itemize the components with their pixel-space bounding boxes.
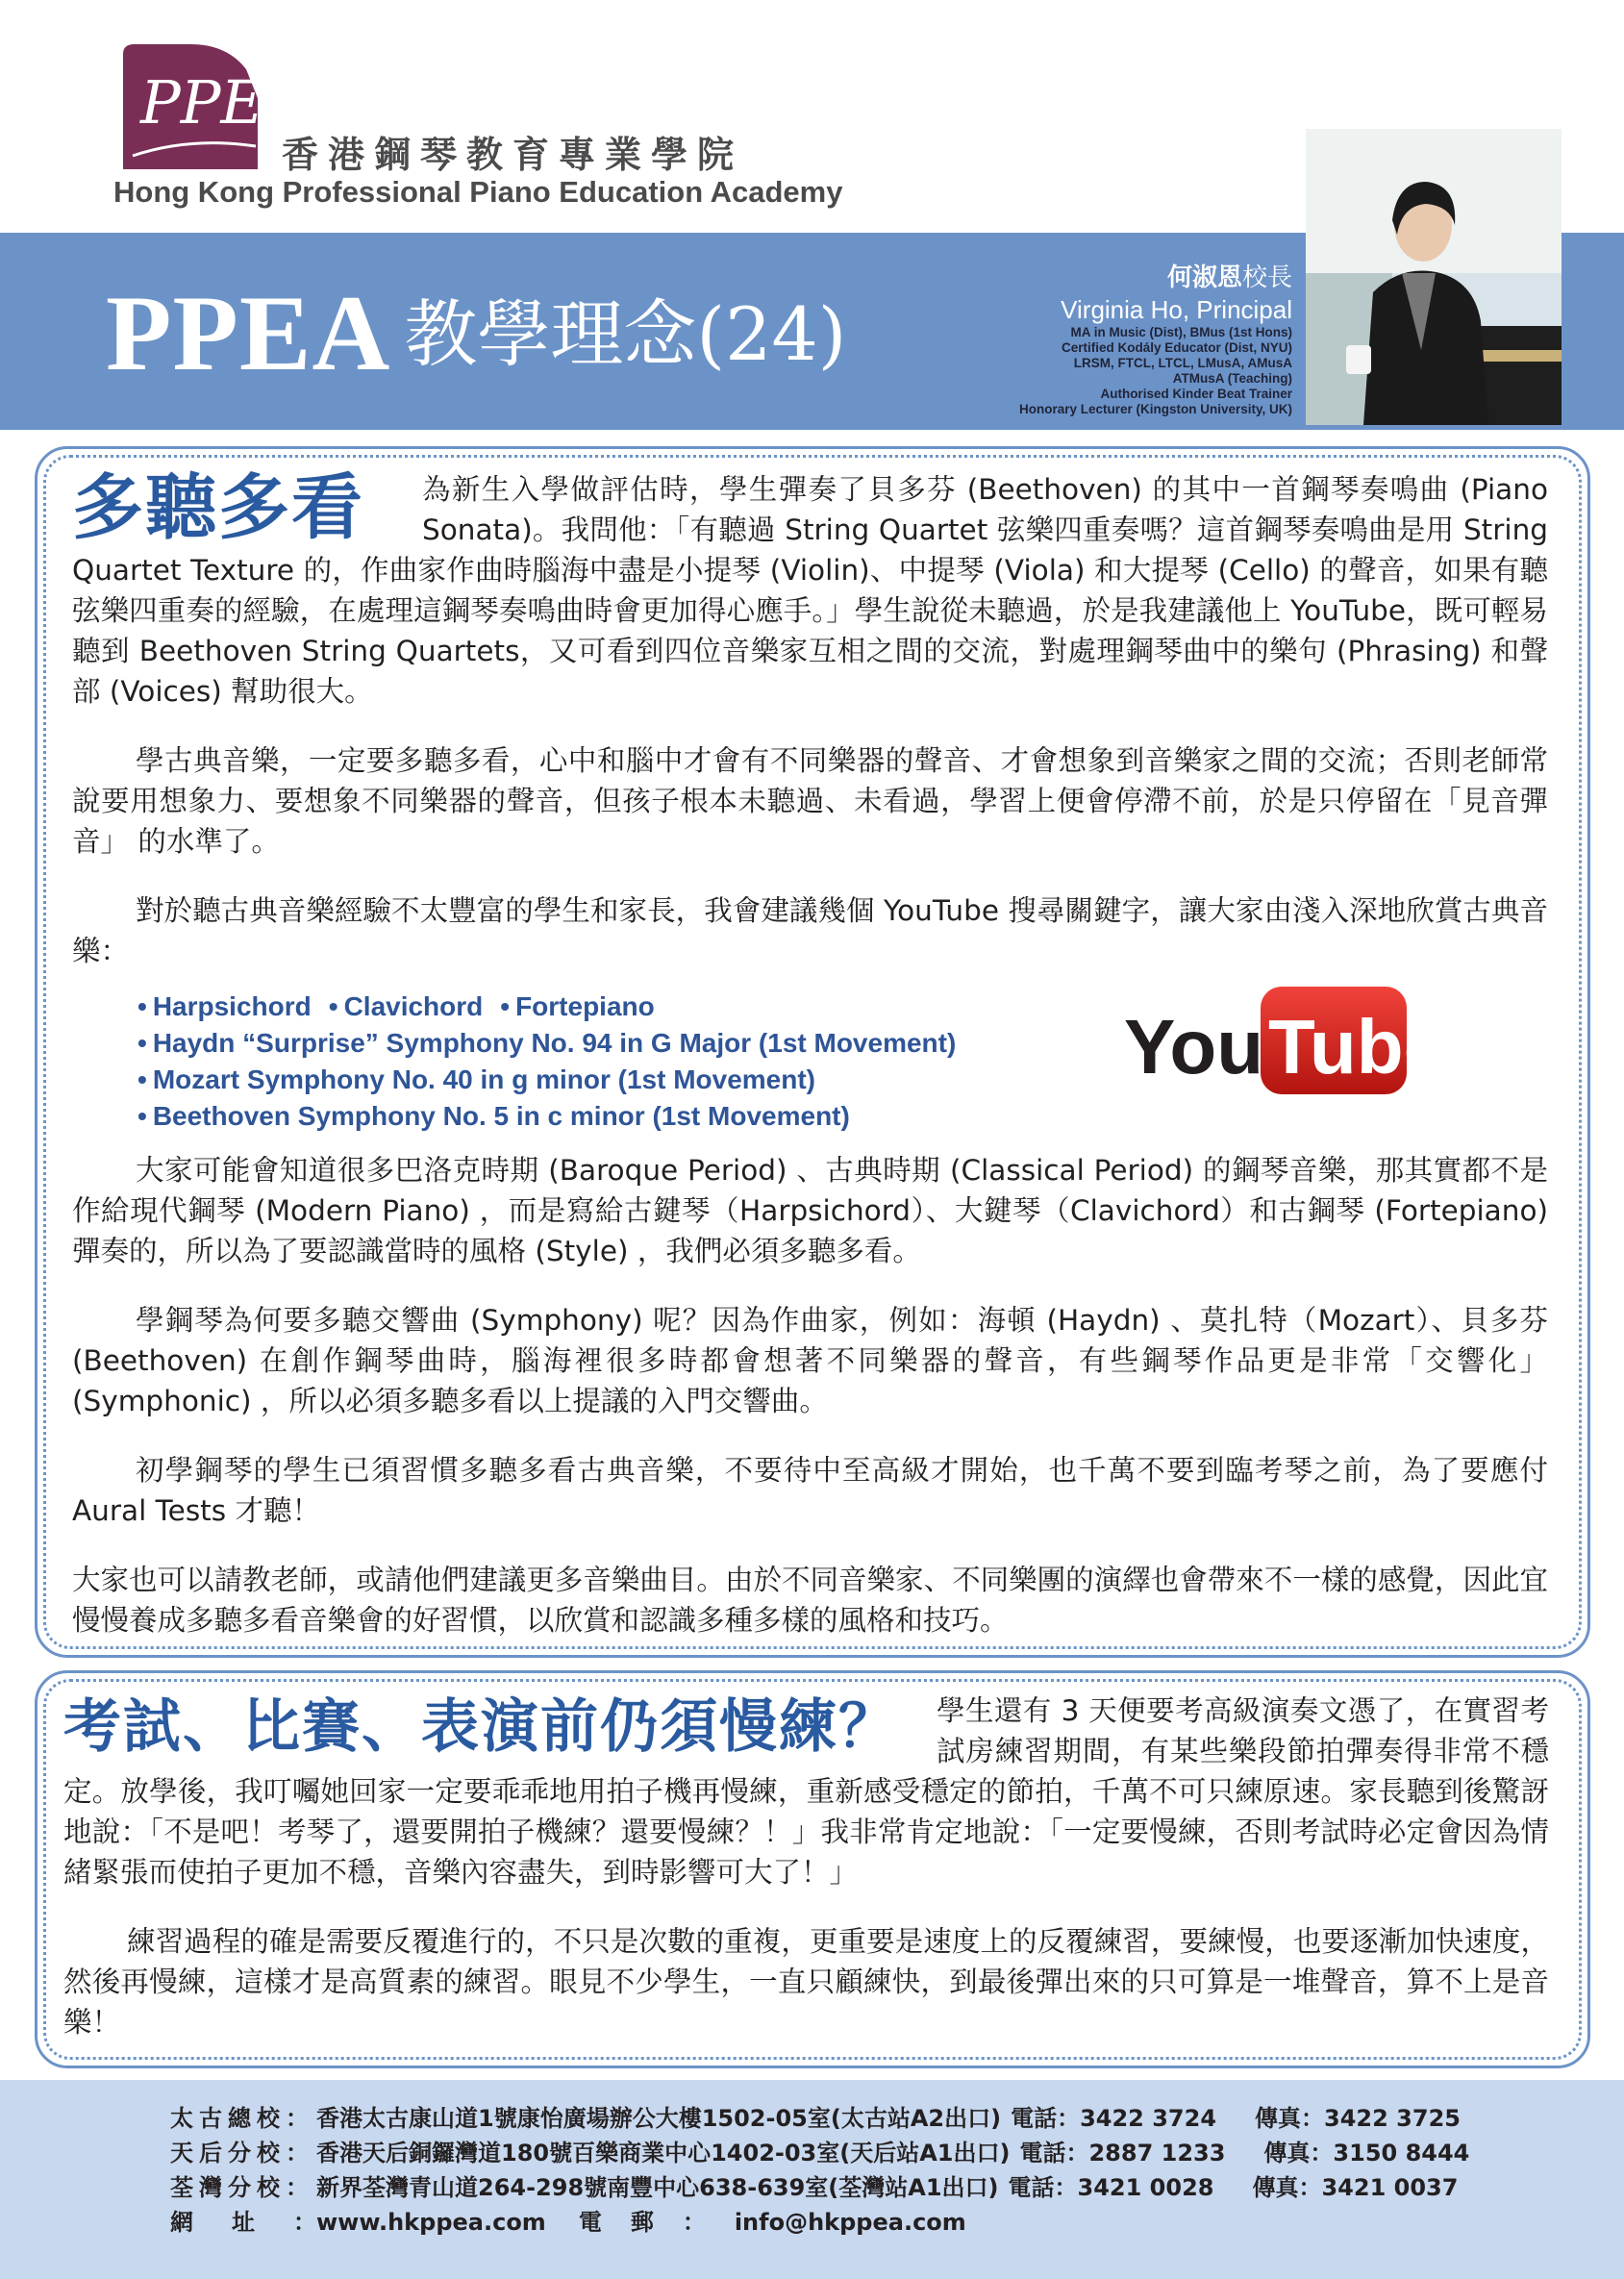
article-slow-practice (63, 1690, 1549, 2071)
logo-letters: PPEA (140, 67, 308, 138)
keyword-item: • Mozart Symphony No. 40 in g minor (1st Movement) (137, 1064, 815, 1094)
principal-credential: Authorised Kinder Beat Trainer (1100, 387, 1292, 401)
principal-credential: LRSM, FTCL, LTCL, LMusA, AMusA (1073, 356, 1292, 370)
paragraph: 為新生入學做評估時，學生彈奏了貝多芬 (Beethoven) 的其中一首鋼琴奏鳴曲 (Piano Sonata)。我問他：「有聽過 String Quartet 弦樂四重奏嗎？這首鋼琴奏鳴曲是用 String Quartet Texture 的，作曲家作曲時腦海中盡是小提琴 (Violin)、中提琴 (Viola) 和大提琴 (Cello) 的聲音，如果有聽弦樂四重奏的經驗，在處理這鋼琴奏鳴曲時會更加得心應手。」學生說從未聽過，於是我建議他上 YouTube，既可輕易聽到 Beethoven String Quartets，又可看到四位音樂家互相之間的交流，對處理鋼琴曲中的樂句 (Phrasing) 和聲部 (Voices) 幫助很大。 (72, 473, 1548, 708)
paragraph: 學古典音樂，一定要多聽多看，心中和腦中才會有不同樂器的聲音、才會想象到音樂家之間的交流；否則老師常說要用想象力、要想象不同樂器的聲音，但孩子根本未聽過、未看過，學習上便會停滯不前，於是只停留在「見音彈音」 的水準了。 (72, 744, 1548, 858)
email-label: 電郵： (578, 2209, 735, 2236)
keyword-item: • Beethoven Symphony No. 5 in c minor (1st Movement) (137, 1101, 850, 1131)
website-link[interactable]: www.hkppea.com (316, 2209, 546, 2236)
paragraph: 大家也可以請教老師，或請他們建議更多音樂曲目。由於不同音樂家、不同樂團的演繹也會帶來不一樣的感覺，因此宜慢慢養成多聽多看音樂會的好習慣，以欣賞和認識多種多樣的風格和技巧。 (72, 1564, 1548, 1637)
principal-credential: Certified Kodály Educator (Dist, NYU) (1061, 340, 1292, 355)
branch-row: 荃灣分校：新界荃灣青山道264-298號南豐中心638-639室(荃灣站A1出口) 電話：3421 0028 傳真：3421 0037 (170, 2174, 1459, 2201)
paragraph: 練習過程的確是需要反覆進行的，不只是次數的重複，更重要是速度上的反覆練習，要練慢，也要逐漸加快速度，然後再慢練，這樣才是高質素的練習。眼見不少學生，一直只顧練快，到最後彈出來的只可算是一堆聲音，算不上是音樂！ (63, 1925, 1549, 2039)
article-heading: 考試、比賽、表演前仍須慢練？ (63, 1693, 898, 1761)
academy-name-en: Hong Kong Professional Piano Education Academy (113, 175, 843, 209)
ppea-logo (113, 40, 308, 179)
paragraph: 初學鋼琴的學生已須習慣多聽多看古典音樂，不要待中至高級才開始，也千萬不要到臨考琴之前，為了要應付 Aural Tests 才聽！ (72, 1454, 1548, 1527)
academy-name-cn: 香港鋼琴教育專業學院 (282, 134, 744, 176)
principal-info (1019, 258, 1292, 417)
website-label: 網址： (170, 2209, 355, 2236)
web-mail-row (170, 2203, 966, 2237)
branch-row: 天后分校：香港天后銅鑼灣道180號百樂商業中心1402-03室(天后站A1出口) 電話：2887 1233 傳真：3150 8444 (170, 2140, 1470, 2166)
youtube-you: You (1124, 1004, 1264, 1089)
page-title (106, 272, 846, 396)
page-title-en: PPEA (106, 274, 391, 393)
paragraph: 學生還有 3 天便要考高級演奏文憑了，在實習考試房練習期間，有某些樂段節拍彈奏得非常不穩定。放學後，我叮囑她回家一定要乖乖地用拍子機再慢練，重新感受穩定的節拍，千萬不可只練原速。家長聽到後驚訝地說：「不是吧！考琴了，還要開拍子機練？還要慢練？！」我非常肯定地說：「一定要慢練，否則考試時必定會因為情緒緊張而使拍子更加不穩，音樂內容盡失，到時影響可大了！」 (63, 1694, 1549, 1889)
keyword-item: • Haydn “Surprise” Symphony No. 94 in G Major (1st Movement) (137, 1028, 957, 1058)
article-heading: 多聽多看 (72, 466, 364, 549)
paragraph: 對於聽古典音樂經驗不太豐富的學生和家長，我會建議幾個 YouTube 搜尋關鍵字，讓大家由淺入深地欣賞古典音樂： (72, 894, 1548, 967)
branch-row: 太古總校：香港太古康山道1號康怡廣場辦公大樓1502-05室(太古站A2出口) 電話：3422 3724 傳真：3422 3725 (170, 2105, 1461, 2132)
principal-credential: Honorary Lecturer (Kingston University, UK) (1018, 402, 1292, 416)
principal-name-en: Virginia Ho, Principal (1061, 295, 1292, 324)
youtube-tube: Tube (1268, 1004, 1447, 1089)
paragraph: 學鋼琴為何要多聽交響曲 (Symphony) 呢？因為作曲家，例如：海頓 (Haydn) 、莫扎特（Mozart）、貝多芬 (Beethoven) 在創作鋼琴曲時，腦海裡很多時都會想著不同樂器的聲音，有些鋼琴作品更是非常「交響化」(Symphonic) ，所以必須多聽多看以上提議的入門交響曲。 (72, 1304, 1548, 1417)
principal-name-cn: 何淑恩 (1166, 263, 1242, 292)
email-link[interactable]: info@hkppea.com (734, 2209, 966, 2236)
principal-credential: MA in Music (Dist), BMus (1st Hons) (1070, 325, 1292, 339)
youtube-logo (1120, 983, 1447, 1102)
page-title-cn: 教學理念(24) (404, 291, 847, 377)
paragraph: 大家可能會知道很多巴洛克時期 (Baroque Period) 、古典時期 (Classical Period) 的鋼琴音樂，那其實都不是作給現代鋼琴 (Modern Piano) ，而是寫給古鍵琴（Harpsichord）、大鍵琴（Clavichord）和古鋼琴 (Fortepiano) 彈奏的，所以為了要認識當時的風格 (Style) ，我們必須多聽多看。 (72, 1154, 1548, 1267)
principal-photo (1306, 129, 1562, 425)
principal-credential: ATMusA (Teaching) (1172, 371, 1292, 386)
keyword-item: • Harpsichord • Clavichord • Fortepiano (137, 991, 655, 1021)
principal-title-cn: 校長 (1241, 263, 1292, 292)
